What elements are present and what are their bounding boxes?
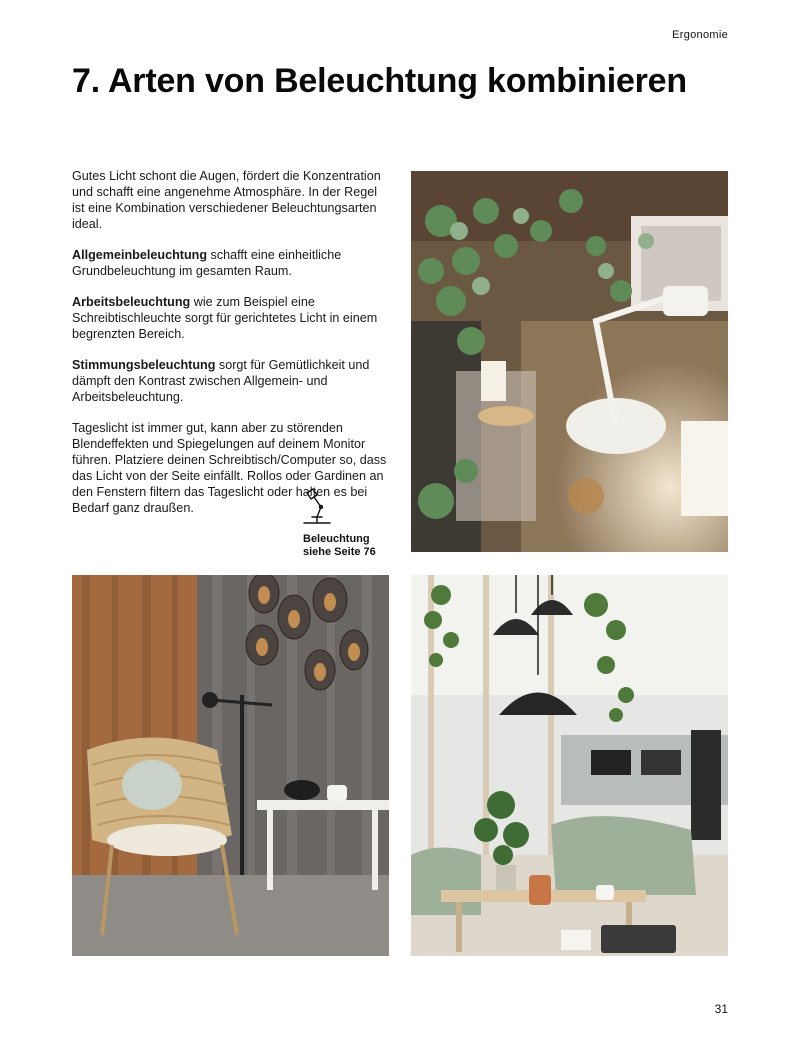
desk-lamp-photo	[411, 171, 728, 552]
section-label: Ergonomie	[672, 29, 728, 41]
page-number: 31	[714, 1002, 728, 1016]
lounge-photo	[72, 575, 389, 956]
body-text	[72, 168, 390, 531]
general-lighting-text: schafft eine einheitliche Grundbeleuchtung im gesamten Raum.	[72, 248, 342, 278]
task-lighting-text: wie zum Beispiel eine Schreibtischleuchte sorgt für gerichtetes Licht in einem begrenzten Bereich.	[72, 295, 378, 341]
cross-reference-page: siehe Seite 76	[303, 546, 376, 558]
task-lighting-term: Arbeitsbeleuchtung	[72, 295, 191, 309]
daylight-paragraph: Tageslicht ist immer gut, kann aber zu störenden Blendeffekten und Spiegelungen auf deinem Monitor führen. Platziere deinen Schreibtisch/Computer so, dass das Licht von der Seite einfällt. Rollos oder Gardinen an den Fenstern filtern das Tageslicht oder halten es bei Bedarf ganz draußen.	[72, 421, 387, 515]
page-title: 7. Arten von Beleuchtung kombinieren	[72, 62, 687, 100]
task-lighting-paragraph	[72, 294, 390, 342]
intro-paragraph: Gutes Licht schont die Augen, fördert die Konzentration und schafft eine angenehme Atmosphäre. In der Regel ist eine Kombination verschiedener Beleuchtungsarten ideal.	[72, 169, 381, 231]
mood-lighting-text: sorgt für Gemütlichkeit und dämpft den Kontrast zwischen Allgemein- und Arbeitsbeleuchtung.	[72, 358, 370, 404]
mood-lighting-paragraph	[72, 357, 390, 405]
mood-lighting-term: Stimmungsbeleuchtung	[72, 358, 216, 372]
lighting-cross-reference[interactable]	[303, 487, 413, 559]
desk-lamp-icon	[303, 487, 413, 527]
office-photo	[411, 575, 728, 956]
general-lighting-term: Allgemeinbeleuchtung	[72, 248, 208, 262]
general-lighting-paragraph	[72, 247, 390, 279]
cross-reference-title: Beleuchtung	[303, 533, 370, 545]
